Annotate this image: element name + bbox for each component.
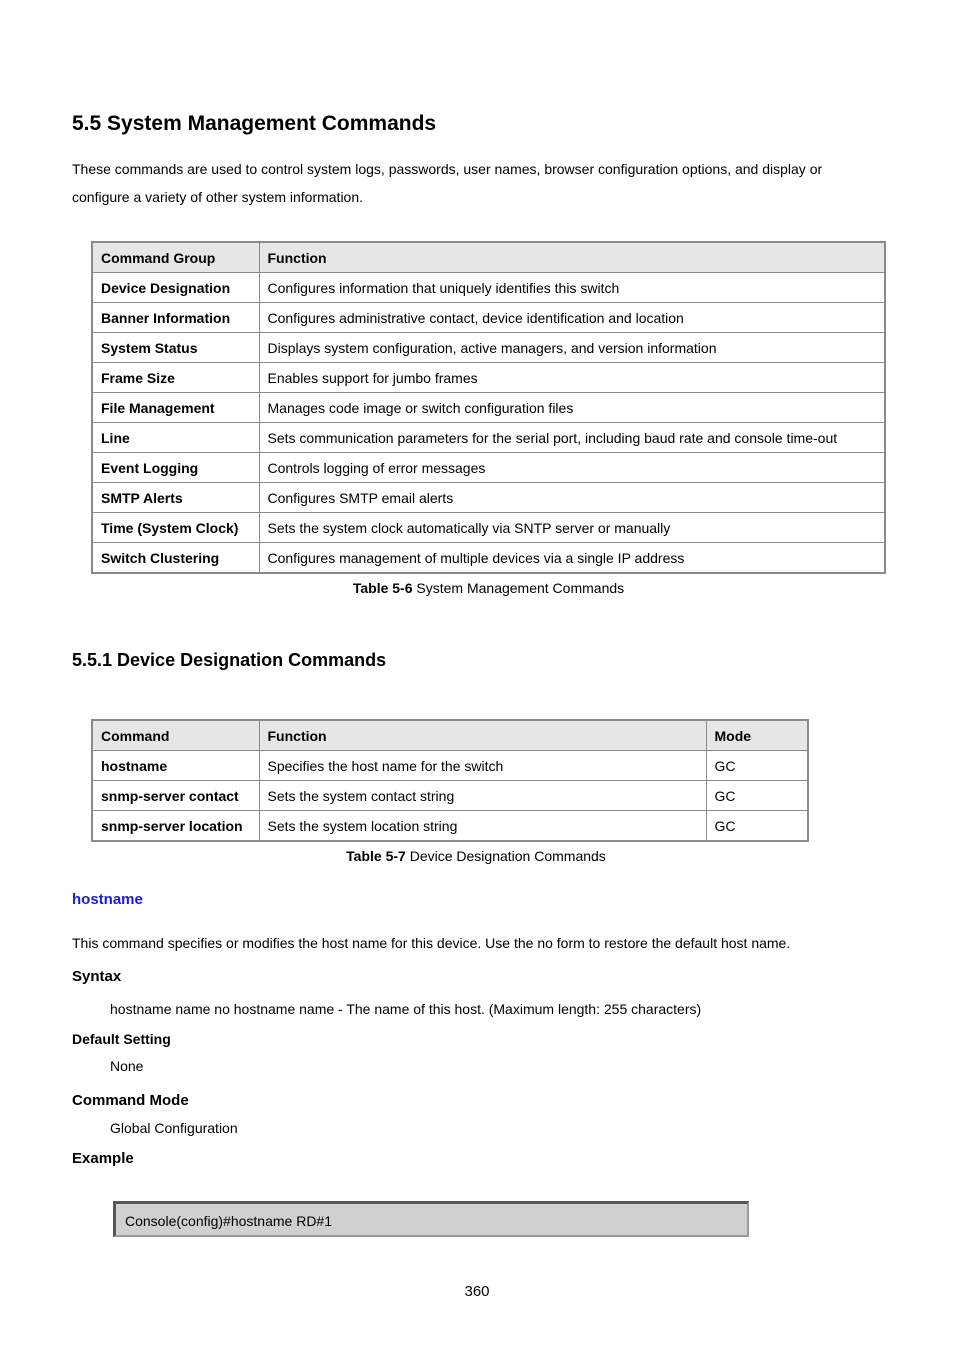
table-caption bbox=[91, 848, 861, 864]
table-cell: Manages code image or switch configuration files bbox=[259, 393, 885, 423]
row-key-cell: SMTP Alerts bbox=[92, 483, 259, 513]
table-row bbox=[92, 543, 885, 574]
table-cell: Controls logging of error messages bbox=[259, 453, 885, 483]
command-mode-label: Command Mode bbox=[72, 1092, 189, 1109]
table-cell: GC bbox=[706, 751, 808, 781]
section-intro: These commands are used to control system logs, passwords, user names, browser configuration options, and display or configure a variety of other system information. bbox=[72, 161, 823, 205]
column-header: Command bbox=[92, 720, 259, 751]
table-header-row bbox=[92, 720, 808, 751]
caption-text: Device Designation Commands bbox=[405, 848, 606, 864]
table-cell: Configures SMTP email alerts bbox=[259, 483, 885, 513]
row-key-cell: Banner Information bbox=[92, 303, 259, 333]
column-header: Function bbox=[259, 242, 885, 273]
table-row bbox=[92, 423, 885, 453]
row-key-cell: snmp-server location bbox=[92, 811, 259, 842]
example-console-box bbox=[113, 1201, 749, 1237]
row-key-cell: Time (System Clock) bbox=[92, 513, 259, 543]
example-label: Example bbox=[72, 1150, 134, 1167]
column-header: Command Group bbox=[92, 242, 259, 273]
subsection-title: 5.5.1 Device Designation Commands bbox=[72, 650, 387, 670]
table-row bbox=[92, 273, 885, 303]
table-cell: Configures information that uniquely identifies this switch bbox=[259, 273, 885, 303]
table-cell: Sets the system location string bbox=[259, 811, 706, 842]
table-cell: Displays system configuration, active managers, and version information bbox=[259, 333, 885, 363]
table-row bbox=[92, 333, 885, 363]
row-key-cell: Frame Size bbox=[92, 363, 259, 393]
column-header: Function bbox=[259, 720, 706, 751]
caption-text: System Management Commands bbox=[412, 580, 625, 596]
row-key-cell: Event Logging bbox=[92, 453, 259, 483]
table-row bbox=[92, 393, 885, 423]
table-cell: GC bbox=[706, 781, 808, 811]
row-key-cell: hostname bbox=[92, 751, 259, 781]
table-cell: Specifies the host name for the switch bbox=[259, 751, 706, 781]
caption-label: Table 5-7 bbox=[346, 848, 406, 864]
row-key-cell: System Status bbox=[92, 333, 259, 363]
table-row bbox=[92, 751, 808, 781]
row-key-cell: Line bbox=[92, 423, 259, 453]
row-key-cell: snmp-server contact bbox=[92, 781, 259, 811]
default-setting-label: Default Setting bbox=[72, 1031, 171, 1047]
system-management-table bbox=[91, 241, 886, 574]
command-description: This command specifies or modifies the host name for this device. Use the no form to restore the default host name. bbox=[72, 935, 791, 951]
table-row bbox=[92, 483, 885, 513]
table-caption bbox=[91, 580, 886, 596]
device-designation-table bbox=[91, 719, 809, 842]
table-row bbox=[92, 303, 885, 333]
table-cell: Configures management of multiple devices via a single IP address bbox=[259, 543, 885, 574]
caption-label: Table 5-6 bbox=[352, 580, 413, 596]
command-title: hostname bbox=[72, 891, 143, 908]
default-setting-value: None bbox=[110, 1058, 144, 1074]
command-mode-value: Global Configuration bbox=[110, 1120, 238, 1136]
section-title: 5.5 System Management Commands bbox=[72, 112, 437, 135]
syntax-label: Syntax bbox=[72, 968, 122, 985]
table-row bbox=[92, 781, 808, 811]
table-cell: Sets the system contact string bbox=[259, 781, 706, 811]
example-code: Console(config)#hostname RD#1 bbox=[125, 1213, 332, 1229]
table-header-row bbox=[92, 242, 885, 273]
table-row bbox=[92, 453, 885, 483]
table-row bbox=[92, 513, 885, 543]
table-cell: Sets communication parameters for the serial port, including baud rate and console time-out bbox=[259, 423, 885, 453]
column-header: Mode bbox=[706, 720, 808, 751]
table-cell: Enables support for jumbo frames bbox=[259, 363, 885, 393]
table-cell: Sets the system clock automatically via SNTP server or manually bbox=[259, 513, 885, 543]
syntax-text: hostname name no hostname name - The name of this host. (Maximum length: 255 characters) bbox=[110, 1001, 702, 1017]
table-row bbox=[92, 363, 885, 393]
table-row bbox=[92, 811, 808, 842]
table-cell: GC bbox=[706, 811, 808, 842]
table-cell: Configures administrative contact, device identification and location bbox=[259, 303, 885, 333]
row-key-cell: Device Designation bbox=[92, 273, 259, 303]
row-key-cell: Switch Clustering bbox=[92, 543, 259, 574]
row-key-cell: File Management bbox=[92, 393, 259, 423]
page-number: 360 bbox=[464, 1283, 490, 1300]
